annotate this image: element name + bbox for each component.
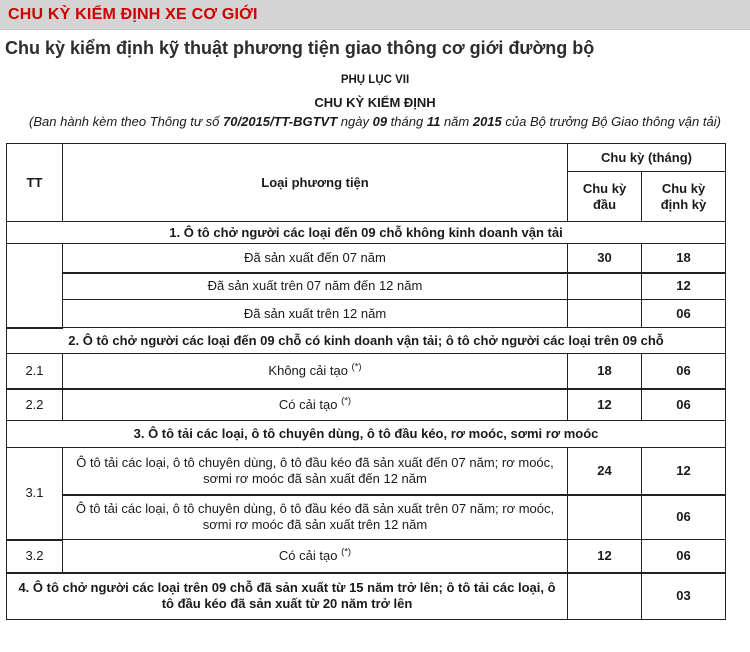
table-row — [7, 244, 726, 273]
section-1-row — [7, 222, 726, 244]
first-cycle-value — [568, 495, 642, 540]
periodic-cycle-value: 03 — [642, 573, 726, 620]
row-desc: Đã sản xuất trên 12 năm — [63, 300, 568, 328]
inspection-cycle-table — [6, 143, 726, 620]
first-cycle-value: 30 — [568, 244, 642, 273]
table-row — [7, 540, 726, 573]
note-decree-number: 70/2015/TT-BGTVT — [223, 114, 338, 129]
first-cycle-value: 24 — [568, 448, 642, 495]
page-banner — [0, 0, 750, 30]
table-title: CHU KỲ KIỂM ĐỊNH — [314, 95, 436, 110]
section-1-title: 1. Ô tô chở người các loại đến 09 chỗ không kinh doanh vận tải — [7, 222, 726, 244]
section-2-row — [7, 328, 726, 354]
note-month: 11 — [426, 114, 441, 129]
periodic-cycle-value: 06 — [642, 300, 726, 328]
row-desc: Ô tô tải các loại, ô tô chuyên dùng, ô tô đầu kéo đã sản xuất trên 07 năm; rơ moóc, sơmi rơ moóc đã sản xuất trên 12 năm — [63, 495, 568, 540]
footnote-marker: (*) — [351, 361, 362, 373]
table-row — [7, 448, 726, 495]
periodic-cycle-value: 06 — [642, 389, 726, 421]
row-tt: 2.2 — [7, 389, 63, 421]
first-cycle-value: 12 — [568, 540, 642, 573]
periodic-cycle-value: 06 — [642, 495, 726, 540]
periodic-cycle-value: 12 — [642, 448, 726, 495]
row-desc — [63, 389, 568, 421]
row-desc — [63, 354, 568, 389]
page-heading: Chu kỳ kiểm định kỹ thuật phương tiện giao thông cơ giới đường bộ — [5, 38, 595, 58]
row-desc: Đã sản xuất đến 07 năm — [63, 244, 568, 273]
first-cycle-value: 12 — [568, 389, 642, 421]
table-row — [7, 354, 726, 389]
table-row — [7, 300, 726, 328]
periodic-cycle-value: 12 — [642, 273, 726, 300]
issuance-note — [0, 113, 750, 130]
row-desc — [63, 540, 568, 573]
section-4-title: 4. Ô tô chở người các loại trên 09 chỗ đã sản xuất từ 15 năm trở lên; ô tô tải các loại, ô tô đầu kéo đã sản xuất từ 20 năm trở lên — [7, 573, 568, 620]
note-part: của Bộ trưởng Bộ Giao thông vận tải) — [501, 114, 721, 129]
row-tt: 3.1 — [7, 448, 63, 540]
section-4-row — [7, 573, 726, 620]
banner-title: CHU KỲ KIỂM ĐỊNH XE CƠ GIỚI — [8, 5, 258, 23]
row-tt: 2.1 — [7, 354, 63, 389]
section-3-title: 3. Ô tô tải các loại, ô tô chuyên dùng, ô tô đầu kéo, rơ moóc, sơmi rơ moóc — [7, 421, 726, 448]
row-desc: Ô tô tải các loại, ô tô chuyên dùng, ô tô đầu kéo đã sản xuất đến 07 năm; rơ moóc, sơmi rơ moóc đã sản xuất đến 12 năm — [63, 448, 568, 495]
row-desc-text: Có cải tạo — [278, 547, 342, 563]
first-cycle-value — [568, 273, 642, 300]
note-part: ngày — [337, 114, 373, 129]
header-vehicle-type: Loại phương tiện — [63, 144, 568, 222]
header-cycle-months: Chu kỳ (tháng) — [568, 144, 726, 172]
section-2-title: 2. Ô tô chở người các loại đến 09 chỗ có kinh doanh vận tải; ô tô chở người các loại trên 09 chỗ — [7, 328, 726, 354]
table-row — [7, 495, 726, 540]
footnote-marker: (*) — [341, 395, 352, 407]
note-year: 2015 — [472, 114, 502, 129]
periodic-cycle-value: 18 — [642, 244, 726, 273]
header-tt: TT — [7, 144, 63, 222]
footnote-marker: (*) — [341, 546, 352, 558]
note-part: tháng — [387, 114, 427, 129]
row-tt-empty — [7, 244, 63, 328]
first-cycle-value — [568, 573, 642, 620]
row-desc-text: Có cải tạo — [278, 396, 342, 412]
row-desc-text: Không cải tạo — [268, 362, 352, 378]
section-3-row — [7, 421, 726, 448]
note-part: (Ban hành kèm theo Thông tư số — [29, 114, 224, 129]
header-periodic-cycle: Chu kỳ định kỳ — [642, 172, 726, 222]
table-row — [7, 389, 726, 421]
appendix-label: PHỤ LỤC VII — [340, 74, 410, 86]
first-cycle-value — [568, 300, 642, 328]
row-desc: Đã sản xuất trên 07 năm đến 12 năm — [63, 273, 568, 300]
note-day: 09 — [372, 114, 388, 129]
periodic-cycle-value: 06 — [642, 354, 726, 389]
periodic-cycle-value: 06 — [642, 540, 726, 573]
first-cycle-value: 18 — [568, 354, 642, 389]
table-row — [7, 273, 726, 300]
row-tt: 3.2 — [7, 540, 63, 573]
note-part: năm — [440, 114, 473, 129]
header-first-cycle: Chu kỳ đầu — [568, 172, 642, 222]
